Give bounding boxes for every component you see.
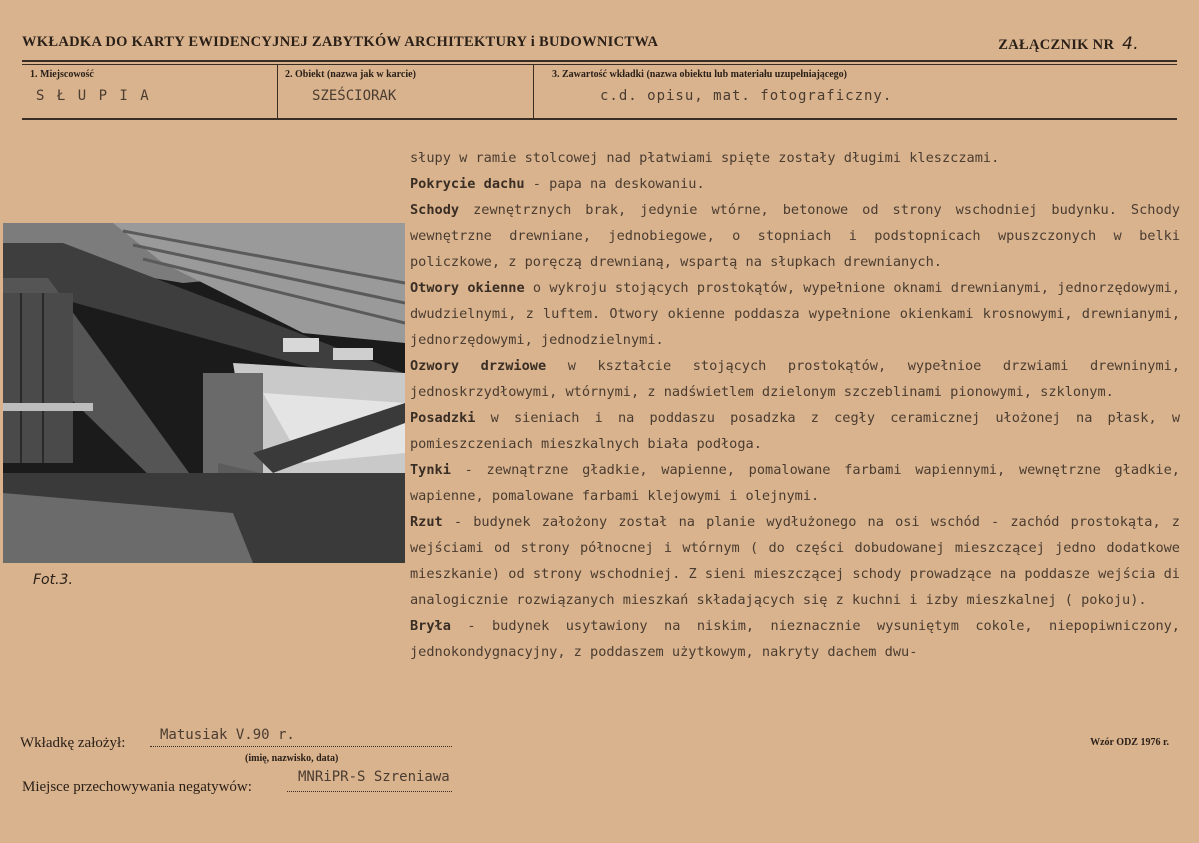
locality-label: 1. Miejscowość — [30, 69, 94, 80]
header-rule-thin — [22, 64, 1177, 65]
description-section — [410, 613, 1180, 665]
description-section — [410, 275, 1180, 353]
annex-label: ZAŁĄCZNIK NR — [998, 37, 1115, 53]
section-heading: Tynki — [410, 462, 451, 478]
field-divider — [533, 64, 534, 119]
section-text: - zewnątrzne gładkie, wapienne, pomalowane farbami wapiennymi, wewnętrzne gładkie, wapienne, pomalowane farbami klejowymi i olejnymi. — [410, 462, 1180, 504]
description-section — [410, 197, 1180, 275]
section-text: - papa na deskowaniu. — [524, 176, 705, 192]
description-section — [410, 509, 1180, 613]
section-text: w sieniach i na poddaszu posadzka z cegły ceramicznej ułożonej na płask, w pomieszczeniach mieszkalnych biała podłoga. — [410, 410, 1180, 452]
contents-label: 3. Zawartość wkładki (nazwa obiektu lub materiału uzupełniającego) — [552, 69, 848, 80]
section-heading: Bryła — [410, 618, 451, 634]
description-intro: słupy w ramie stolcowej nad płatwiami spięte zostały długimi kleszczami. — [410, 150, 1000, 166]
locality-value: S Ł U P I A — [36, 88, 151, 104]
section-heading: Posadzki — [410, 410, 476, 426]
object-label: 2. Obiekt (nazwa jak w karcie) — [285, 69, 416, 80]
section-heading: Schody — [410, 202, 460, 218]
author-dotline — [150, 746, 452, 747]
description-text — [410, 145, 1180, 665]
fields-rule-bottom — [22, 118, 1177, 120]
section-text: o wykroju stojących prostokątów, wypełnione oknami drewnianymi, jednorzędowymi, dwudzielnymi, z luftem. Otwory okienne poddasza wypełnione okienkami krosnowymi, drewnianymi, jednorzędowymi, jednodzielnymi. — [410, 280, 1180, 348]
object-value: SZEŚCIORAK — [312, 88, 397, 104]
section-text: - budynek założony został na planie wydłużonego na osi wschód - zachód prostokąta, z wejściami od strony północnej i wtórnym ( do części dobudowanej mieszczącej jedno dodatkowe mieszkanie) od strony wschodniej. Z sieni mieszczącej schody prowadzące na poddasze wejścia di analogicznie rozwiązanych mieszkań składających się z kuchni i izby mieszkalnej ( pokoju). — [410, 514, 1180, 608]
photo-caption: Fot.3. — [33, 572, 73, 588]
storage-label: Miejsce przechowywania negatywów: — [22, 779, 252, 795]
section-text: w kształcie stojących prostokątów, wypełnioe drzwiami drewninymi, jednoskrzydłowymi, wtórnymi, z nadświetlem dzielonym szczeblinami pionowymi, szklonym. — [410, 358, 1181, 400]
section-text: zewnętrznych brak, jedynie wtórne, betonowe od strony wschodniej budynku. Schody wewnętrzne drewniane, jednobiegowe, o stopniach i podstopnicach wpuszczonych w belki policzkowe, z poręczą drewnianą, wspartą na słupkach drewnianych. — [410, 202, 1180, 270]
form-code: Wzór ODZ 1976 r. — [1090, 737, 1169, 748]
description-section — [410, 353, 1180, 405]
section-heading: Otwory okienne — [410, 280, 525, 296]
section-heading: Rzut — [410, 514, 443, 530]
header-rule-thick — [22, 60, 1177, 62]
author-hint: (imię, nazwisko, data) — [245, 753, 339, 764]
description-section — [410, 457, 1180, 509]
attic-photograph — [3, 223, 405, 563]
section-heading: Ozwory drzwiowe — [410, 358, 547, 374]
storage-dotline — [287, 791, 452, 792]
contents-value: c.d. opisu, mat. fotograficzny. — [600, 88, 893, 104]
section-heading: Pokrycie dachu — [410, 176, 525, 192]
annex-handwritten-number: 4. — [1122, 34, 1139, 54]
author-value: Matusiak V.90 r. — [160, 727, 295, 743]
section-text: - budynek usytawiony na niskim, nieznacznie wysuniętym cokole, niepopiwniczony, jednokondygnacyjny, z poddaszem użytkowym, nakryty dachem dwu- — [410, 618, 1180, 660]
description-section — [410, 171, 1180, 197]
description-section — [410, 405, 1180, 457]
storage-value: MNRiPR-S Szreniawa — [298, 769, 450, 785]
form-title: WKŁADKA DO KARTY EWIDENCYJNEJ ZABYTKÓW ARCHITEKTURY i BUDOWNICTWA — [22, 34, 659, 50]
field-divider — [277, 64, 278, 119]
annex-number — [998, 34, 1139, 54]
author-label: Wkładkę założył: — [20, 735, 126, 751]
